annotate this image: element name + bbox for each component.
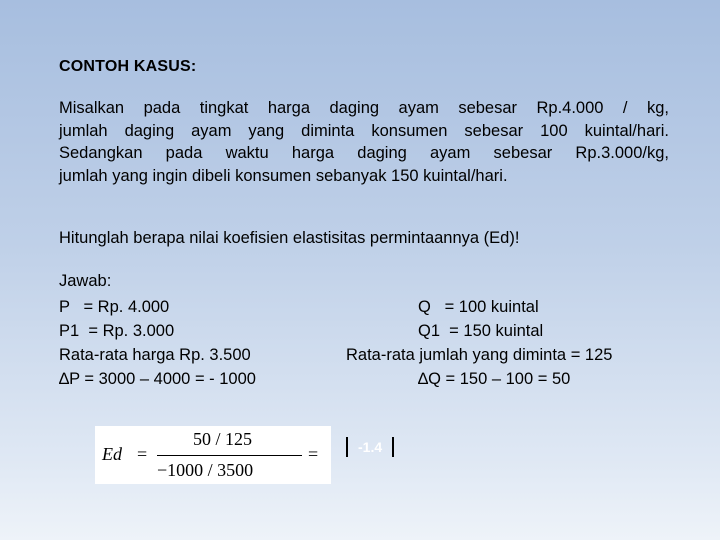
- abs-bar-right: [392, 437, 394, 457]
- result-value: -1.4: [358, 439, 383, 456]
- question-text: Hitunglah berapa nilai koefisien elastisitas permintaannya (Ed)!: [59, 229, 520, 247]
- answer-left-line: Rata-rata harga Rp. 3.500: [59, 346, 251, 364]
- case-paragraph: [59, 97, 669, 187]
- answer-left-line: ∆P = 3000 – 4000 = - 1000: [59, 370, 256, 388]
- paragraph-line: jumlah daging ayam yang diminta konsumen sebesar 100 kuintal/hari.: [59, 121, 669, 140]
- answer-right-line: Q = 100 kuintal: [418, 298, 539, 316]
- formula-equals: =: [137, 444, 148, 464]
- absolute-value-result: [346, 436, 394, 457]
- answer-left-line: P1 = Rp. 3.000: [59, 322, 175, 340]
- answer-right-line: Q1 = 150 kuintal: [418, 322, 544, 340]
- answer-label: Jawab:: [59, 272, 112, 290]
- formula-image: [95, 426, 331, 484]
- abs-bar-left: [346, 437, 348, 457]
- answer-right-line: ∆Q = 150 – 100 = 50: [418, 370, 571, 388]
- paragraph-line: Sedangkan pada waktu harga daging ayam sebesar Rp.3.000/kg,: [59, 144, 669, 162]
- answer-right-line: Rata-rata jumlah yang diminta = 125: [346, 346, 613, 364]
- answer-left-line: P = Rp. 4.000: [59, 298, 170, 316]
- fraction-bar: [157, 455, 302, 456]
- slide-heading: CONTOH KASUS:: [59, 58, 197, 75]
- formula-equals-2: =: [308, 444, 319, 464]
- formula-denominator: −1000 / 3500: [157, 460, 254, 480]
- formula-lhs: Ed: [102, 444, 122, 464]
- paragraph-line: Misalkan pada tingkat harga daging ayam sebesar Rp.4.000 / kg,: [59, 99, 669, 117]
- paragraph-line: jumlah yang ingin dibeli konsumen sebanyak 150 kuintal/hari.: [59, 166, 508, 185]
- formula-numerator: 50 / 125: [193, 429, 253, 449]
